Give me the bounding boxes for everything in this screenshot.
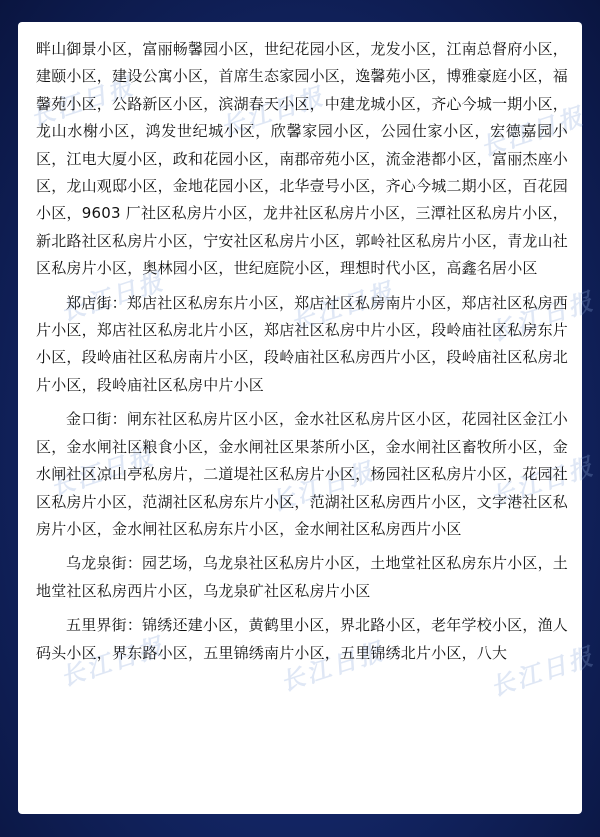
document-card xyxy=(18,22,599,814)
watermark: 长江日报 xyxy=(276,635,389,697)
watermark: 长江日报 xyxy=(486,640,599,702)
paragraph-wulijie-street: 五里界街：锦绣还建小区，黄鹤里小区，界北路小区，老年学校小区，渔人码头小区，界东路小区，五里锦绣南片小区，五里锦绣北片小区，八大 xyxy=(36,616,568,662)
watermark: 长江日报 xyxy=(26,70,139,132)
watermark: 长江日报 xyxy=(486,285,599,347)
document-body xyxy=(36,36,568,667)
watermark: 长江日报 xyxy=(476,100,589,162)
watermark: 长江日报 xyxy=(266,455,379,517)
paragraph-jinkou-street: 金口街：闸东社区私房片区小区，金水社区私房片区小区，花园社区金江小区，金水闸社区粮食小区，金水闸社区果茶所小区，金水闸社区畜牧所小区，金水闸社区凉山亭私房片，二道堤社区私房片小区，杨园社区私房片小区，花园社区私房片小区，范湖社区私房东片小区，范湖社区私房西片小区，文字港社区私房片小区，金水闸社区私房东片小区，金水闸社区私房西片小区 xyxy=(36,410,569,538)
paragraph-wulongquan-street: 乌龙泉街：园艺场，乌龙泉社区私房片小区，土地堂社区私房东片小区，土地堂社区私房西片小区，乌龙泉矿社区私房片小区 xyxy=(36,554,568,600)
watermark: 长江日报 xyxy=(486,450,599,512)
paragraph-zhengdian-street: 郑店街：郑店社区私房东片小区，郑店社区私房南片小区，郑店社区私房西片小区，郑店社区私房北片小区，郑店社区私房中片小区，段岭庙社区私房东片小区，段岭庙社区私房南片小区，段岭庙社区私房西片小区，段岭庙社区私房北片小区，段岭庙社区私房中片小区 xyxy=(36,293,569,394)
watermark: 长江日报 xyxy=(286,275,399,337)
watermark: 长江日报 xyxy=(216,80,329,142)
watermark: 长江日报 xyxy=(56,630,169,692)
paragraph-community-list: 畔山御景小区，富丽畅馨园小区，世纪花园小区，龙发小区，江南总督府小区，建颐小区，建设公寓小区，首席生态家园小区，逸馨苑小区，博雅豪庭小区，福馨苑小区，公路新区小区，滨湖春天小区，中建龙城小区，齐心今城一期小区，龙山水榭小区，鸿发世纪城小区，欣馨家园小区，公园仕家小区，宏德嘉园小区，江电大厦小区，政和花园小区，南郡帝苑小区，流金港都小区，富丽杰座小区，龙山观邸小区，金地花园小区，北华壹号小区，齐心今城二期小区，百花园小区，9603 厂社区私房片小区，龙井社区私房片小区，三潭社区私房片小区，新北路社区私房片小区，宁安社区私房片小区，郭岭社区私房片小区，青龙山社区私房片小区，奥林园小区，世纪庭院小区，理想时代小区，高鑫名居小区 xyxy=(36,40,569,278)
watermark: 长江日报 xyxy=(46,440,159,502)
watermark: 长江日报 xyxy=(56,265,169,327)
